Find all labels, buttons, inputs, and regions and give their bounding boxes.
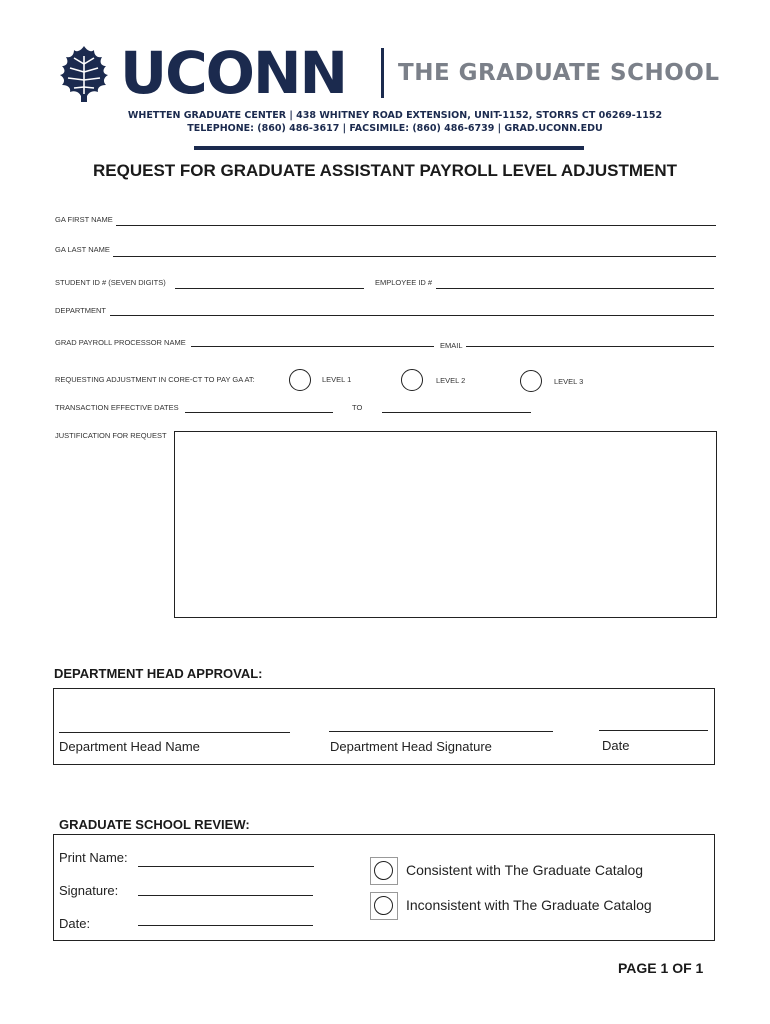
department-head-name-label: Department Head Name (59, 739, 200, 754)
radio-circle-icon (374, 861, 393, 880)
ga-first-name-field[interactable] (116, 225, 716, 226)
level-2-label: LEVEL 2 (436, 376, 466, 385)
header-rule (194, 146, 584, 150)
consistent-radio[interactable] (370, 857, 398, 885)
page-number: PAGE 1 OF 1 (618, 960, 704, 976)
consistent-label: Consistent with The Graduate Catalog (406, 862, 644, 878)
department-label: DEPARTMENT (55, 306, 106, 315)
processor-name-field[interactable] (191, 346, 434, 347)
graduate-review-heading: GRADUATE SCHOOL REVIEW: (59, 817, 250, 832)
end-date-field[interactable] (382, 412, 531, 413)
review-date-field[interactable] (138, 925, 313, 926)
oak-leaf-logo (58, 44, 110, 102)
department-field[interactable] (110, 315, 714, 316)
employee-id-label: EMPLOYEE ID # (375, 278, 433, 287)
review-signature-label: Signature: (59, 883, 119, 898)
justification-label: JUSTIFICATION FOR REQUEST (55, 431, 167, 440)
review-date-label: Date: (59, 916, 91, 931)
student-id-field[interactable] (175, 288, 364, 289)
inconsistent-label: Inconsistent with The Graduate Catalog (406, 897, 652, 913)
print-name-label: Print Name: (59, 850, 128, 865)
ga-first-name-label: GA FIRST NAME (55, 215, 113, 224)
review-signature-field[interactable] (138, 895, 313, 896)
level-3-label: LEVEL 3 (554, 377, 584, 386)
student-id-label: STUDENT ID # (SEVEN DIGITS) (55, 278, 166, 287)
requesting-adjustment-label: REQUESTING ADJUSTMENT IN CORE-CT TO PAY GA AT: (55, 375, 255, 384)
contact-line: TELEPHONE: (860) 486-3617 | FACSIMILE: (860) 486-6739 | GRAD.UCONN.EDU (187, 123, 603, 134)
school-name: THE GRADUATE SCHOOL (398, 60, 720, 86)
level-1-radio[interactable] (289, 369, 311, 391)
email-label: EMAIL (440, 341, 463, 350)
employee-id-field[interactable] (436, 288, 714, 289)
justification-textarea[interactable] (174, 431, 717, 618)
processor-name-label: GRAD PAYROLL PROCESSOR NAME (55, 338, 186, 347)
brand-divider (381, 48, 384, 98)
radio-circle-icon (374, 896, 393, 915)
level-3-radio[interactable] (520, 370, 542, 392)
brand-name: UCONN (120, 39, 347, 107)
ga-last-name-label: GA LAST NAME (55, 245, 110, 254)
department-date-label: Date (602, 738, 630, 753)
department-head-name-field[interactable] (59, 732, 290, 733)
department-head-signature-label: Department Head Signature (330, 739, 492, 754)
effective-dates-label: TRANSACTION EFFECTIVE DATES (55, 403, 179, 412)
print-name-field[interactable] (138, 866, 314, 867)
level-1-label: LEVEL 1 (322, 375, 352, 384)
department-head-signature-field[interactable] (329, 731, 553, 732)
department-date-field[interactable] (599, 730, 708, 731)
ga-last-name-field[interactable] (113, 256, 716, 257)
department-approval-heading: DEPARTMENT HEAD APPROVAL: (54, 666, 263, 681)
start-date-field[interactable] (185, 412, 333, 413)
inconsistent-radio[interactable] (370, 892, 398, 920)
level-2-radio[interactable] (401, 369, 423, 391)
to-label: TO (352, 403, 363, 412)
address-line: WHETTEN GRADUATE CENTER | 438 WHITNEY ROAD EXTENSION, UNIT-1152, STORRS CT 06269-1152 (127, 110, 663, 121)
email-field[interactable] (466, 346, 714, 347)
form-title: REQUEST FOR GRADUATE ASSISTANT PAYROLL LEVEL ADJUSTMENT (92, 161, 678, 180)
